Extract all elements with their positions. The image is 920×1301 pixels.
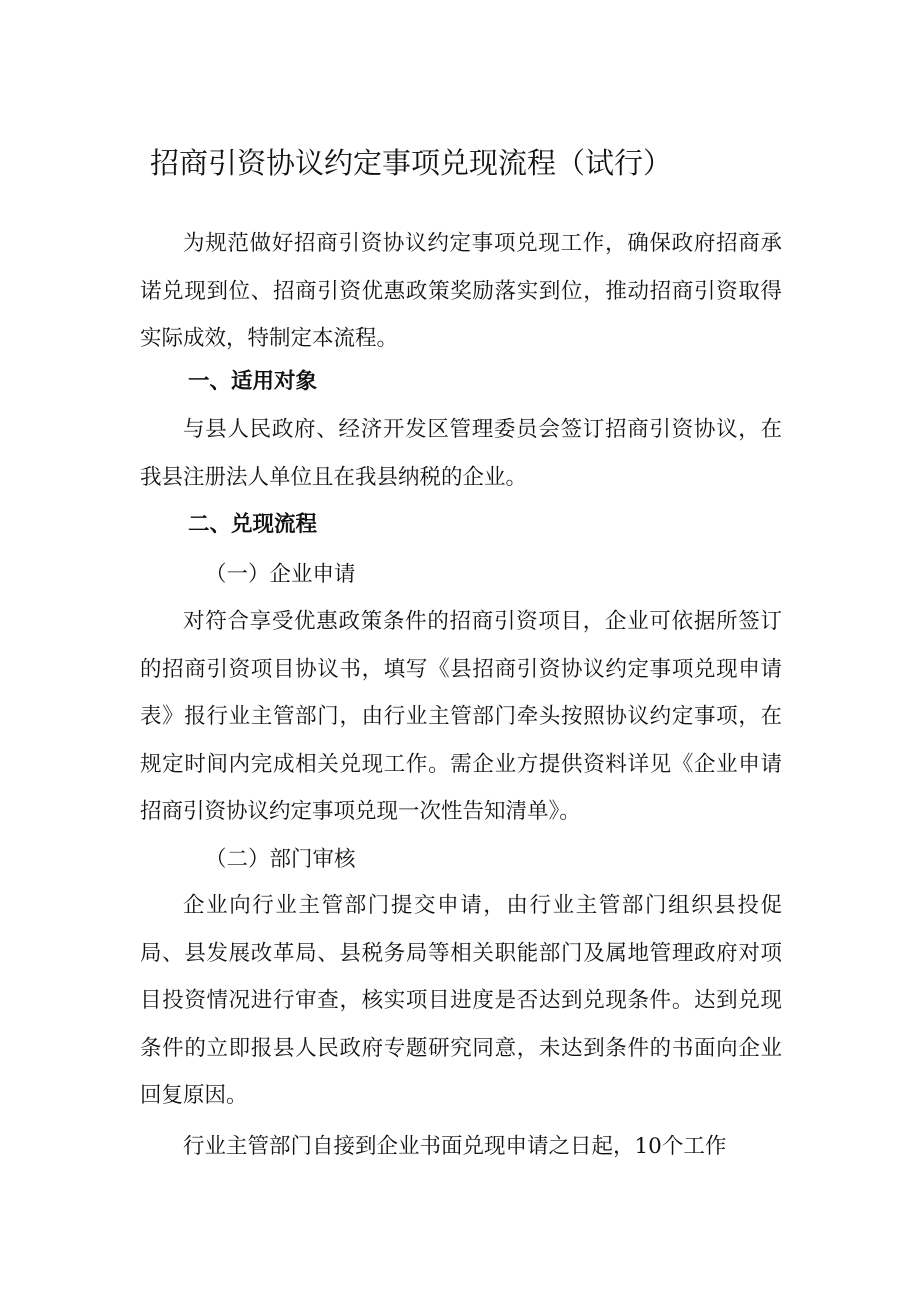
intro-paragraph: 为规范做好招商引资协议约定事项兑现工作，确保政府招商承诺兑现到位、招商引资优惠政策奖励落实到位，推动招商引资取得实际成效，特制定本流程。 (140, 231, 782, 351)
subsection-heading-application: （一）企业申请 (205, 562, 356, 587)
section-heading-process: 二、兑现流程 (188, 512, 318, 537)
review-paragraph: 企业向行业主管部门提交申请，由行业主管部门组织县投促局、县发展改革局、县税务局等相关职能部门及属地管理政府对项目投资情况进行审查，核实项目进度是否达到兑现条件。达到兑现条件的立即报县人民政府专题研究同意，未达到条件的书面向企业回复原因。 (140, 893, 782, 1108)
deadline-paragraph: 行业主管部门自接到企业书面兑现申请之日起，10个工作 (183, 1134, 727, 1159)
scope-paragraph: 与县人民政府、经济开发区管理委员会签订招商引资协议，在我县注册法人单位且在我县纳税的企业。 (140, 417, 782, 490)
page-title: 招商引资协议约定事项兑现流程（试行） (150, 146, 673, 180)
subsection-heading-review: （二）部门审核 (205, 847, 356, 872)
application-paragraph: 对符合享受优惠政策条件的招商引资项目，企业可依据所签订的招商引资项目协议书，填写《县招商引资协议约定事项兑现申请表》报行业主管部门，由行业主管部门牵头按照协议约定事项，在规定时间内完成相关兑现工作。需企业方提供资料详见《企业申请招商引资协议约定事项兑现一次性告知清单》。 (140, 609, 782, 824)
section-heading-scope: 一、适用对象 (188, 369, 318, 394)
